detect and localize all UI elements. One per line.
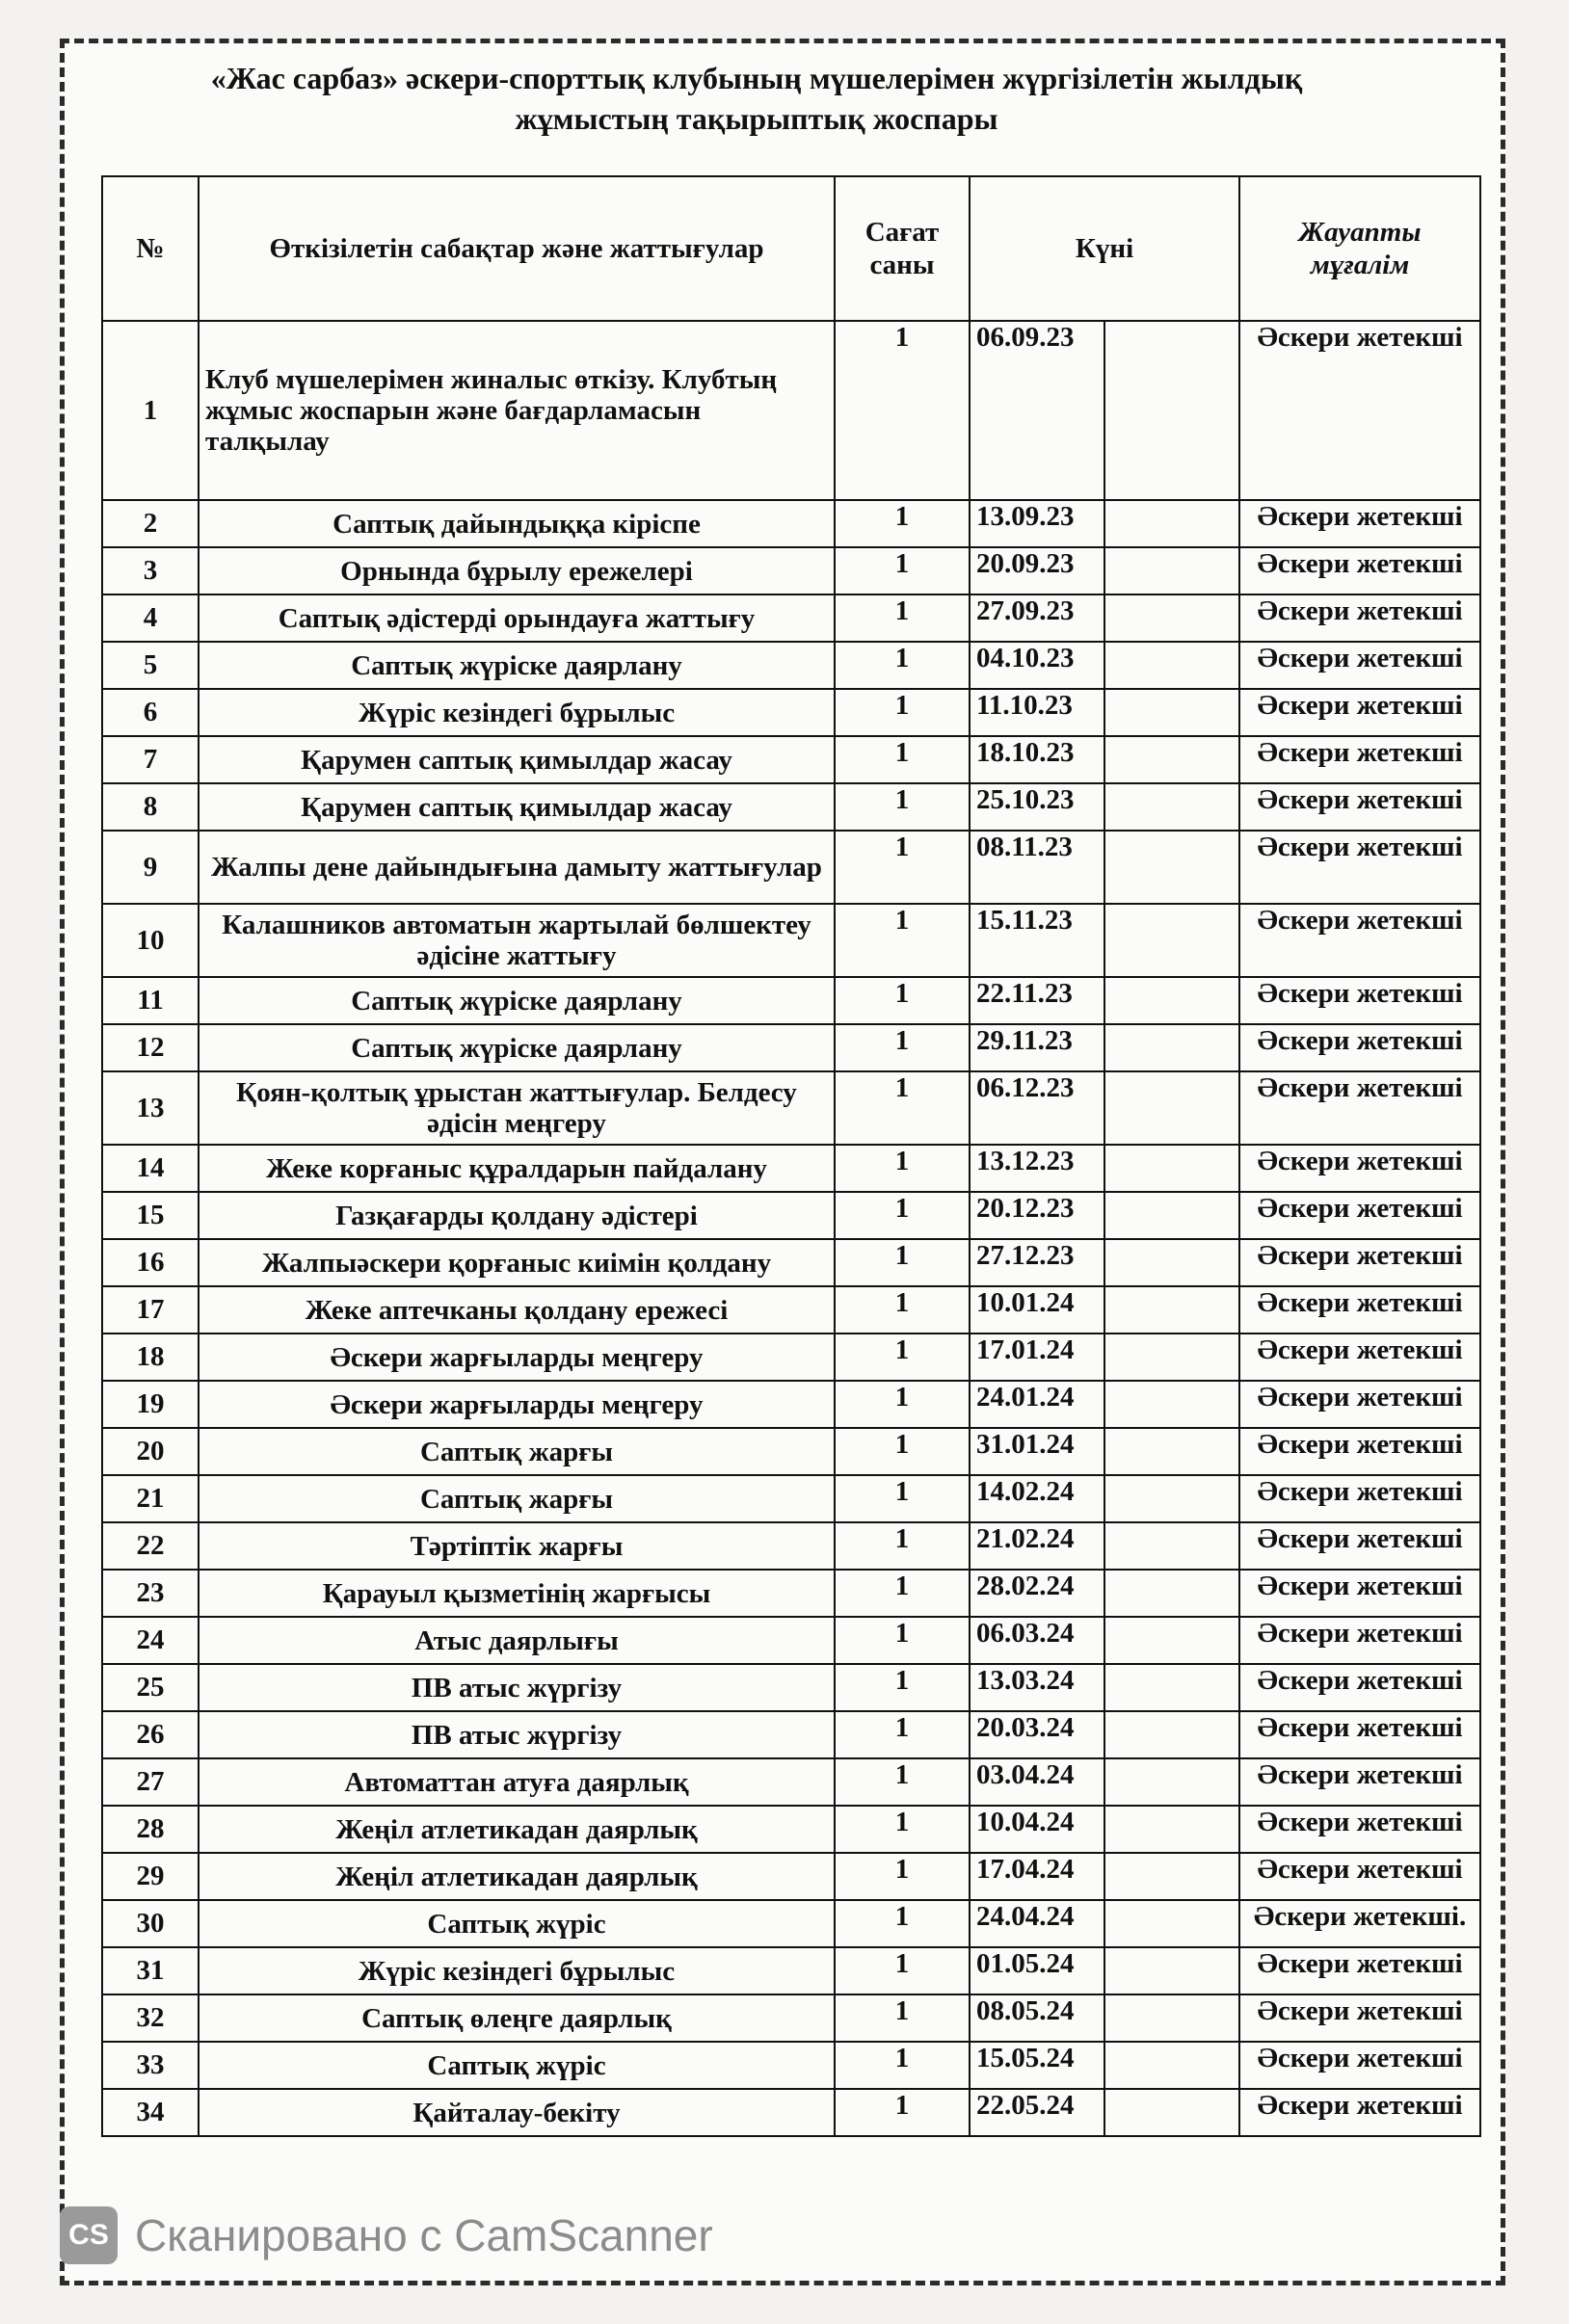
row-hours: 1	[835, 547, 970, 594]
row-date: 18.10.23	[970, 736, 1104, 783]
row-date: 15.11.23	[970, 904, 1104, 977]
plan-table	[101, 175, 1481, 2137]
row-topic: Жеке корғаныс құралдарын пайдалану	[199, 1145, 835, 1192]
row-hours: 1	[835, 1806, 970, 1853]
row-responsible: Әскери жетекші	[1239, 1994, 1480, 2042]
row-blank-cell	[1104, 904, 1239, 977]
row-date: 20.03.24	[970, 1711, 1104, 1758]
row-hours: 1	[835, 1286, 970, 1334]
table-header-row	[102, 176, 1480, 321]
row-number: 18	[102, 1334, 199, 1381]
table-row	[102, 736, 1480, 783]
table-row	[102, 904, 1480, 977]
row-date: 25.10.23	[970, 783, 1104, 831]
row-blank-cell	[1104, 321, 1239, 500]
row-date: 14.02.24	[970, 1475, 1104, 1522]
row-date: 15.05.24	[970, 2042, 1104, 2089]
table-row	[102, 1286, 1480, 1334]
table-row	[102, 1475, 1480, 1522]
row-number: 8	[102, 783, 199, 831]
row-number: 13	[102, 1071, 199, 1145]
row-responsible: Әскери жетекші	[1239, 1522, 1480, 1570]
row-responsible: Әскери жетекші	[1239, 1570, 1480, 1617]
table-row	[102, 1853, 1480, 1900]
row-topic: Жүріс кезіндегі бұрылыс	[199, 1947, 835, 1994]
row-responsible: Әскери жетекші	[1239, 977, 1480, 1024]
row-number: 22	[102, 1522, 199, 1570]
row-hours: 1	[835, 1664, 970, 1711]
row-blank-cell	[1104, 736, 1239, 783]
row-date: 24.01.24	[970, 1381, 1104, 1428]
table-row	[102, 1806, 1480, 1853]
table-row	[102, 1758, 1480, 1806]
row-number: 12	[102, 1024, 199, 1071]
table-row	[102, 1664, 1480, 1711]
row-hours: 1	[835, 2042, 970, 2089]
row-number: 15	[102, 1192, 199, 1239]
header-topic: Өткізілетін сабақтар және жаттығулар	[199, 176, 835, 321]
row-topic: Саптық жарғы	[199, 1475, 835, 1522]
table-row	[102, 1900, 1480, 1947]
row-hours: 1	[835, 736, 970, 783]
row-number: 1	[102, 321, 199, 500]
row-blank-cell	[1104, 1145, 1239, 1192]
row-topic: Қарауыл қызметінің жарғысы	[199, 1570, 835, 1617]
row-hours: 1	[835, 1239, 970, 1286]
row-topic: Саптық жүріс	[199, 1900, 835, 1947]
row-number: 4	[102, 594, 199, 642]
title-line-1: «Жас сарбаз» әскери-спорттық клубының мүшелерімен жүргізілетін жылдық	[210, 61, 1303, 95]
row-responsible: Әскери жетекші	[1239, 1947, 1480, 1994]
table-row	[102, 1024, 1480, 1071]
row-number: 31	[102, 1947, 199, 1994]
row-hours: 1	[835, 783, 970, 831]
row-hours: 1	[835, 1994, 970, 2042]
row-responsible: Әскери жетекші	[1239, 1806, 1480, 1853]
row-hours: 1	[835, 642, 970, 689]
row-hours: 1	[835, 1853, 970, 1900]
row-blank-cell	[1104, 1947, 1239, 1994]
row-hours: 1	[835, 1711, 970, 1758]
header-responsible	[1239, 176, 1480, 321]
row-blank-cell	[1104, 977, 1239, 1024]
row-date: 11.10.23	[970, 689, 1104, 736]
row-hours: 1	[835, 1192, 970, 1239]
table-row	[102, 1071, 1480, 1145]
row-responsible: Әскери жетекші	[1239, 1381, 1480, 1428]
table-row	[102, 1239, 1480, 1286]
row-hours: 1	[835, 831, 970, 904]
row-date: 01.05.24	[970, 1947, 1104, 1994]
row-blank-cell	[1104, 1570, 1239, 1617]
row-topic: Жүріс кезіндегі бұрылыс	[199, 689, 835, 736]
row-number: 21	[102, 1475, 199, 1522]
row-hours: 1	[835, 1381, 970, 1428]
row-responsible: Әскери жетекші	[1239, 2042, 1480, 2089]
table-row	[102, 2042, 1480, 2089]
row-hours: 1	[835, 1617, 970, 1664]
row-number: 32	[102, 1994, 199, 2042]
table-row	[102, 689, 1480, 736]
row-hours: 1	[835, 1570, 970, 1617]
row-number: 10	[102, 904, 199, 977]
row-number: 29	[102, 1853, 199, 1900]
table-row	[102, 2089, 1480, 2136]
row-number: 2	[102, 500, 199, 547]
row-responsible: Әскери жетекші	[1239, 689, 1480, 736]
table-row	[102, 547, 1480, 594]
row-responsible: Әскери жетекші	[1239, 642, 1480, 689]
row-number: 7	[102, 736, 199, 783]
row-hours: 1	[835, 689, 970, 736]
row-topic: Саптық әдістерді орындауға жаттығу	[199, 594, 835, 642]
row-date: 17.01.24	[970, 1334, 1104, 1381]
row-date: 22.05.24	[970, 2089, 1104, 2136]
row-date: 04.10.23	[970, 642, 1104, 689]
row-blank-cell	[1104, 1664, 1239, 1711]
row-number: 23	[102, 1570, 199, 1617]
row-date: 10.01.24	[970, 1286, 1104, 1334]
row-date: 27.09.23	[970, 594, 1104, 642]
row-date: 13.03.24	[970, 1664, 1104, 1711]
row-date: 21.02.24	[970, 1522, 1104, 1570]
row-topic: Әскери жарғыларды меңгеру	[199, 1381, 835, 1428]
row-number: 30	[102, 1900, 199, 1947]
row-topic: Саптық жарғы	[199, 1428, 835, 1475]
row-responsible: Әскери жетекші	[1239, 594, 1480, 642]
row-topic: Қайталау-бекіту	[199, 2089, 835, 2136]
row-blank-cell	[1104, 1522, 1239, 1570]
row-topic: Саптық жүріске даярлану	[199, 642, 835, 689]
table-row	[102, 1994, 1480, 2042]
row-hours: 1	[835, 977, 970, 1024]
header-hours	[835, 176, 970, 321]
row-responsible: Әскери жетекші	[1239, 1428, 1480, 1475]
row-date: 29.11.23	[970, 1024, 1104, 1071]
table-row	[102, 642, 1480, 689]
row-blank-cell	[1104, 689, 1239, 736]
table-row	[102, 500, 1480, 547]
row-responsible: Әскери жетекші	[1239, 1475, 1480, 1522]
row-topic: ПВ атыс жүргізу	[199, 1664, 835, 1711]
row-hours: 1	[835, 1758, 970, 1806]
row-topic: Қарумен саптық қимылдар жасау	[199, 736, 835, 783]
row-blank-cell	[1104, 1617, 1239, 1664]
row-hours: 1	[835, 1334, 970, 1381]
row-responsible: Әскери жетекші	[1239, 1617, 1480, 1664]
row-date: 28.02.24	[970, 1570, 1104, 1617]
row-blank-cell	[1104, 1806, 1239, 1853]
table-body	[102, 321, 1480, 2136]
row-topic: Саптық дайындыққа кіріспе	[199, 500, 835, 547]
row-responsible: Әскери жетекші	[1239, 1239, 1480, 1286]
row-blank-cell	[1104, 1024, 1239, 1071]
camscanner-text: Сканировано с CamScanner	[135, 2210, 713, 2260]
row-blank-cell	[1104, 1994, 1239, 2042]
row-number: 3	[102, 547, 199, 594]
row-responsible: Әскери жетекші	[1239, 500, 1480, 547]
row-responsible: Әскери жетекші	[1239, 1758, 1480, 1806]
row-blank-cell	[1104, 1758, 1239, 1806]
row-blank-cell	[1104, 1381, 1239, 1428]
table-row	[102, 1192, 1480, 1239]
row-date: 24.04.24	[970, 1900, 1104, 1947]
row-date: 31.01.24	[970, 1428, 1104, 1475]
row-hours: 1	[835, 1428, 970, 1475]
row-blank-cell	[1104, 547, 1239, 594]
row-responsible: Әскери жетекші	[1239, 904, 1480, 977]
header-num: №	[102, 176, 199, 321]
row-blank-cell	[1104, 1475, 1239, 1522]
header-responsible-line-1: Жауапты	[1298, 217, 1422, 248]
row-date: 13.09.23	[970, 500, 1104, 547]
row-blank-cell	[1104, 642, 1239, 689]
row-topic: Саптық өлеңге даярлық	[199, 1994, 835, 2042]
row-hours: 1	[835, 1475, 970, 1522]
row-hours: 1	[835, 1145, 970, 1192]
row-topic: Орнында бұрылу ережелері	[199, 547, 835, 594]
row-topic: Әскери жарғыларды меңгеру	[199, 1334, 835, 1381]
header-hours-line-1: Сағат	[864, 217, 940, 248]
header-hours-line-2: саны	[869, 250, 935, 280]
row-number: 14	[102, 1145, 199, 1192]
row-hours: 1	[835, 1947, 970, 1994]
row-blank-cell	[1104, 1071, 1239, 1145]
row-blank-cell	[1104, 831, 1239, 904]
row-date: 20.12.23	[970, 1192, 1104, 1239]
row-hours: 1	[835, 500, 970, 547]
table-row	[102, 1522, 1480, 1570]
row-blank-cell	[1104, 594, 1239, 642]
row-topic: Жеке аптечканы қолдану ережесі	[199, 1286, 835, 1334]
row-blank-cell	[1104, 2089, 1239, 2136]
row-number: 27	[102, 1758, 199, 1806]
table-row	[102, 1947, 1480, 1994]
row-number: 17	[102, 1286, 199, 1334]
row-number: 20	[102, 1428, 199, 1475]
row-responsible: Әскери жетекші	[1239, 1664, 1480, 1711]
row-hours: 1	[835, 594, 970, 642]
row-date: 22.11.23	[970, 977, 1104, 1024]
row-blank-cell	[1104, 1900, 1239, 1947]
header-responsible-line-2: мұғалім	[1310, 250, 1410, 280]
title-line-2: жұмыстың тақырыптық жоспары	[515, 101, 998, 136]
row-responsible: Әскери жетекші	[1239, 1024, 1480, 1071]
table-row	[102, 321, 1480, 500]
row-topic: Тәртіптік жарғы	[199, 1522, 835, 1570]
row-blank-cell	[1104, 2042, 1239, 2089]
row-number: 28	[102, 1806, 199, 1853]
row-date: 10.04.24	[970, 1806, 1104, 1853]
row-responsible: Әскери жетекші	[1239, 783, 1480, 831]
row-date: 20.09.23	[970, 547, 1104, 594]
row-number: 9	[102, 831, 199, 904]
row-responsible: Әскери жетекші	[1239, 1334, 1480, 1381]
table-row	[102, 1711, 1480, 1758]
row-responsible: Әскери жетекші	[1239, 1071, 1480, 1145]
row-number: 24	[102, 1617, 199, 1664]
row-date: 08.11.23	[970, 831, 1104, 904]
row-date: 27.12.23	[970, 1239, 1104, 1286]
row-hours: 1	[835, 1071, 970, 1145]
row-number: 11	[102, 977, 199, 1024]
row-blank-cell	[1104, 500, 1239, 547]
row-number: 5	[102, 642, 199, 689]
row-blank-cell	[1104, 1192, 1239, 1239]
row-responsible: Әскери жетекші.	[1239, 1900, 1480, 1947]
row-responsible: Әскери жетекші	[1239, 1286, 1480, 1334]
row-hours: 1	[835, 904, 970, 977]
row-blank-cell	[1104, 783, 1239, 831]
row-responsible: Әскери жетекші	[1239, 547, 1480, 594]
row-date: 17.04.24	[970, 1853, 1104, 1900]
row-date: 06.09.23	[970, 321, 1104, 500]
row-responsible: Әскери жетекші	[1239, 321, 1480, 500]
table-row	[102, 1145, 1480, 1192]
table-row	[102, 594, 1480, 642]
table-row	[102, 1617, 1480, 1664]
row-topic: ПВ атыс жүргізу	[199, 1711, 835, 1758]
row-topic: Жалпы дене дайындығына дамыту жаттығулар	[199, 831, 835, 904]
row-topic: Қарумен саптық қимылдар жасау	[199, 783, 835, 831]
row-number: 25	[102, 1664, 199, 1711]
row-responsible: Әскери жетекші	[1239, 831, 1480, 904]
row-hours: 1	[835, 2089, 970, 2136]
row-number: 33	[102, 2042, 199, 2089]
table-row	[102, 1428, 1480, 1475]
row-topic: Жалпыәскери қорғаныс киімін қолдану	[199, 1239, 835, 1286]
row-blank-cell	[1104, 1711, 1239, 1758]
table-row	[102, 783, 1480, 831]
table-row	[102, 1381, 1480, 1428]
header-day: Күні	[970, 176, 1239, 321]
row-blank-cell	[1104, 1428, 1239, 1475]
row-hours: 1	[835, 1900, 970, 1947]
row-hours: 1	[835, 1522, 970, 1570]
row-responsible: Әскери жетекші	[1239, 1853, 1480, 1900]
row-responsible: Әскери жетекші	[1239, 1192, 1480, 1239]
row-responsible: Әскери жетекші	[1239, 1711, 1480, 1758]
row-topic: Жеңіл атлетикадан даярлық	[199, 1853, 835, 1900]
row-date: 03.04.24	[970, 1758, 1104, 1806]
row-responsible: Әскери жетекші	[1239, 736, 1480, 783]
row-number: 19	[102, 1381, 199, 1428]
row-topic: Саптық жүріс	[199, 2042, 835, 2089]
row-blank-cell	[1104, 1334, 1239, 1381]
row-topic: Газқағарды қолдану әдістері	[199, 1192, 835, 1239]
row-blank-cell	[1104, 1239, 1239, 1286]
scanner-watermark	[60, 2206, 713, 2264]
row-date: 06.03.24	[970, 1617, 1104, 1664]
row-topic: Саптық жүріске даярлану	[199, 1024, 835, 1071]
row-topic: Автоматтан атуға даярлық	[199, 1758, 835, 1806]
row-date: 06.12.23	[970, 1071, 1104, 1145]
row-number: 16	[102, 1239, 199, 1286]
row-number: 26	[102, 1711, 199, 1758]
row-blank-cell	[1104, 1853, 1239, 1900]
document-title	[145, 58, 1369, 139]
table-row	[102, 831, 1480, 904]
row-topic: Клуб мүшелерімен жиналыс өткізу. Клубтың жұмыс жоспарын және бағдарламасын талқылау	[199, 321, 835, 500]
row-topic: Калашников автоматын жартылай бөлшектеу әдісіне жаттығу	[199, 904, 835, 977]
row-number: 34	[102, 2089, 199, 2136]
table-row	[102, 977, 1480, 1024]
table-row	[102, 1334, 1480, 1381]
row-responsible: Әскери жетекші	[1239, 1145, 1480, 1192]
row-hours: 1	[835, 1024, 970, 1071]
row-topic: Қоян-қолтық ұрыстан жаттығулар. Белдесу әдісін меңгеру	[199, 1071, 835, 1145]
row-blank-cell	[1104, 1286, 1239, 1334]
row-date: 08.05.24	[970, 1994, 1104, 2042]
row-topic: Атыс даярлығы	[199, 1617, 835, 1664]
camscanner-logo-icon: CS	[60, 2206, 118, 2264]
row-topic: Жеңіл атлетикадан даярлық	[199, 1806, 835, 1853]
row-topic: Саптық жүріске даярлану	[199, 977, 835, 1024]
row-responsible: Әскери жетекші	[1239, 2089, 1480, 2136]
row-hours: 1	[835, 321, 970, 500]
row-date: 13.12.23	[970, 1145, 1104, 1192]
row-number: 6	[102, 689, 199, 736]
table-row	[102, 1570, 1480, 1617]
